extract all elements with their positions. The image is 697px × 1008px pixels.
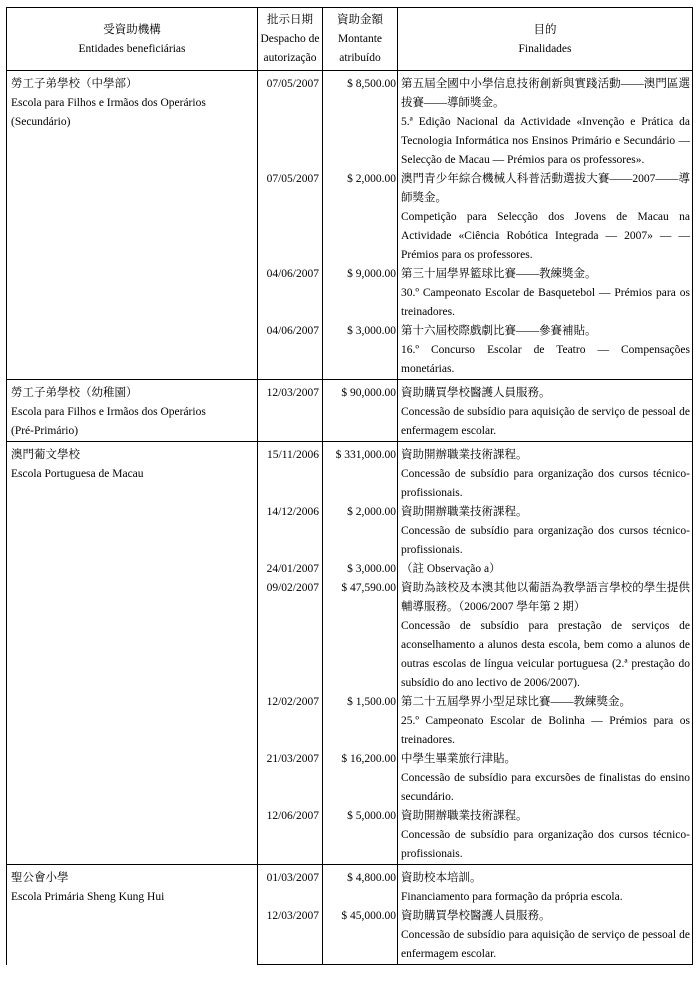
purpose-pt: Financiamento para formação da própria escola. — [401, 891, 623, 903]
amount-value: $ 4,800.00 — [323, 865, 398, 908]
amount-value: $ 5,000.00 — [323, 807, 398, 865]
amount-value: $ 9,000.00 — [323, 265, 398, 322]
purpose-cell — [398, 807, 693, 865]
amount-value: $ 331,000.00 — [323, 442, 398, 504]
entity-cell — [7, 380, 258, 442]
header-amount-pt2: atribuído — [339, 52, 381, 64]
entity-name-line: Escola para Filhos e Irmãos dos Operários — [11, 97, 206, 109]
purpose-zh: （註 Observação a） — [401, 563, 501, 575]
purpose-pt: Concessão de subsídio para organização dos cursos técnico-profissionais. — [401, 829, 690, 860]
purpose-cell — [398, 750, 693, 807]
purpose-pt: Concessão de subsídio para aquisição de serviço de pessoal de enfermagem escolar. — [401, 929, 690, 960]
purpose-cell — [398, 579, 693, 693]
purpose-cell — [398, 907, 693, 965]
amount-value: $ 47,590.00 — [323, 579, 398, 693]
entity-name-line: (Pré-Primário) — [11, 425, 79, 437]
header-entities-pt: Entidades beneficiárias — [78, 42, 186, 55]
purpose-cell — [398, 693, 693, 750]
dispatch-date: 15/11/2006 — [258, 442, 323, 504]
purpose-cell — [398, 442, 693, 504]
purpose-zh: 澳門青少年綜合機械人科普活動選拔大賽——2007——導師獎金。 — [401, 173, 690, 204]
entity-name-line: Escola Primária Sheng Kung Hui — [11, 891, 165, 903]
purpose-pt: 16.º Concurso Escolar de Teatro — Compensações monetárias. — [401, 344, 690, 375]
purpose-pt: 25.º Campeonato Escolar de Bolinha — Prémios para os treinadores. — [401, 715, 690, 746]
purpose-zh: 資助開辦職業技術課程。 — [401, 810, 528, 822]
dispatch-date: 14/12/2006 — [258, 503, 323, 560]
dispatch-date: 04/06/2007 — [258, 265, 323, 322]
header-dispatch — [258, 8, 323, 71]
subsidy-table — [6, 7, 693, 965]
entity-name-line: Escola Portuguesa de Macau — [11, 468, 144, 480]
amount-value: $ 1,500.00 — [323, 693, 398, 750]
header-amount — [323, 8, 398, 71]
entity-cell — [7, 71, 258, 380]
purpose-zh: 中學生畢業旅行津貼。 — [401, 753, 516, 765]
entity-name-line: 聖公會小學 — [11, 872, 69, 884]
dispatch-date: 24/01/2007 — [258, 560, 323, 579]
table-row — [7, 442, 693, 504]
header-dispatch-pt2: autorização — [263, 52, 317, 64]
purpose-pt: Concessão de subsídio para prestação de serviços de aconselhamento a alunos desta escola, bem como a alunos de outras escolas de língua veicular portuguesa (2.ª prestação do subsídio do ano lectivo de 2006/2007). — [401, 620, 690, 689]
purpose-pt: Competição para Selecção dos Jovens de Macau na Actividade «Ciência Robótica Integrada — 2007» — — Prémios para os professores. — [401, 211, 690, 261]
purpose-cell — [398, 380, 693, 442]
purpose-zh: 資助購買學校醫護人員服務。 — [401, 910, 551, 922]
entity-name-line: (Secundário) — [11, 116, 71, 128]
header-amount-pt1: Montante — [337, 33, 383, 45]
header-purpose-pt: Finalidades — [518, 42, 572, 55]
purpose-zh: 第五屆全國中小學信息技術創新與實踐活動——澳門區選拔賽——導師獎金。 — [401, 78, 690, 109]
header-entities — [7, 8, 258, 71]
purpose-zh: 資助開辦職業技術課程。 — [401, 506, 528, 518]
purpose-zh: 資助校本培訓。 — [401, 872, 482, 884]
purpose-cell — [398, 170, 693, 265]
header-dispatch-pt1: Despacho de — [260, 33, 320, 45]
table-row — [7, 380, 693, 442]
purpose-zh: 資助為該校及本澳其他以葡語為教學語言學校的學生提供輔導服務。（2006/2007 學年第 2 期） — [401, 582, 690, 613]
dispatch-date: 12/06/2007 — [258, 807, 323, 865]
purpose-cell — [398, 865, 693, 908]
amount-value: $ 45,000.00 — [323, 907, 398, 965]
purpose-pt: Concessão de subsídio para organização dos cursos técnico-profissionais. — [401, 468, 690, 499]
dispatch-date: 01/03/2007 — [258, 865, 323, 908]
amount-value: $ 8,500.00 — [323, 71, 398, 171]
amount-value: $ 2,000.00 — [323, 503, 398, 560]
purpose-zh: 資助開辦職業技術課程。 — [401, 449, 528, 461]
table-row — [7, 71, 693, 171]
amount-value: $ 3,000.00 — [323, 560, 398, 579]
dispatch-date: 12/02/2007 — [258, 693, 323, 750]
dispatch-date: 12/03/2007 — [258, 380, 323, 442]
purpose-pt: 5.ª Edição Nacional da Actividade «Invenção e Prática da Tecnologia Informática nos Ensinos Primário e Secundário — Selecção de Macau — Prémios para os professores». — [401, 116, 690, 166]
dispatch-date: 07/05/2007 — [258, 71, 323, 171]
purpose-zh: 第二十五屆學界小型足球比賽——教練獎金。 — [401, 696, 631, 708]
amount-value: $ 2,000.00 — [323, 170, 398, 265]
header-amount-zh: 資助金額 — [337, 14, 383, 26]
entity-name-line: 勞工子弟學校（幼稚園） — [11, 387, 138, 399]
purpose-zh: 資助購買學校醫護人員服務。 — [401, 387, 551, 399]
entity-cell — [7, 442, 258, 865]
header-purpose — [398, 8, 693, 71]
amount-value: $ 3,000.00 — [323, 322, 398, 380]
entity-cell — [7, 865, 258, 965]
amount-value: $ 90,000.00 — [323, 380, 398, 442]
purpose-cell — [398, 322, 693, 380]
purpose-pt: 30.º Campeonato Escolar de Basquetebol — Prémios para os treinadores. — [401, 287, 690, 318]
purpose-pt: Concessão de subsídio para organização dos cursos técnico-profissionais. — [401, 525, 690, 556]
table-body — [7, 71, 693, 965]
dispatch-date: 12/03/2007 — [258, 907, 323, 965]
table-header-row — [7, 8, 693, 71]
dispatch-date: 09/02/2007 — [258, 579, 323, 693]
purpose-cell — [398, 265, 693, 322]
purpose-pt: Concessão de subsídio para excursões de finalistas do ensino secundário. — [401, 772, 690, 803]
entity-name-line: 澳門葡文學校 — [11, 449, 80, 461]
header-entities-zh: 受資助機構 — [103, 23, 161, 36]
amount-value: $ 16,200.00 — [323, 750, 398, 807]
purpose-cell — [398, 71, 693, 171]
purpose-zh: 第三十屆學界籃球比賽——教練獎金。 — [401, 268, 597, 280]
purpose-cell — [398, 503, 693, 560]
dispatch-date: 04/06/2007 — [258, 322, 323, 380]
purpose-pt: Concessão de subsídio para aquisição de serviço de pessoal de enfermagem escolar. — [401, 406, 690, 437]
dispatch-date: 07/05/2007 — [258, 170, 323, 265]
entity-name-line: 勞工子弟學校（中學部） — [11, 78, 138, 90]
purpose-zh: 第十六屆校際戲劇比賽——參賽補貼。 — [401, 325, 597, 337]
entity-name-line: Escola para Filhos e Irmãos dos Operários — [11, 406, 206, 418]
purpose-cell — [398, 560, 693, 579]
header-dispatch-zh: 批示日期 — [267, 14, 313, 26]
header-purpose-zh: 目的 — [533, 23, 557, 36]
table-row — [7, 865, 693, 908]
dispatch-date: 21/03/2007 — [258, 750, 323, 807]
